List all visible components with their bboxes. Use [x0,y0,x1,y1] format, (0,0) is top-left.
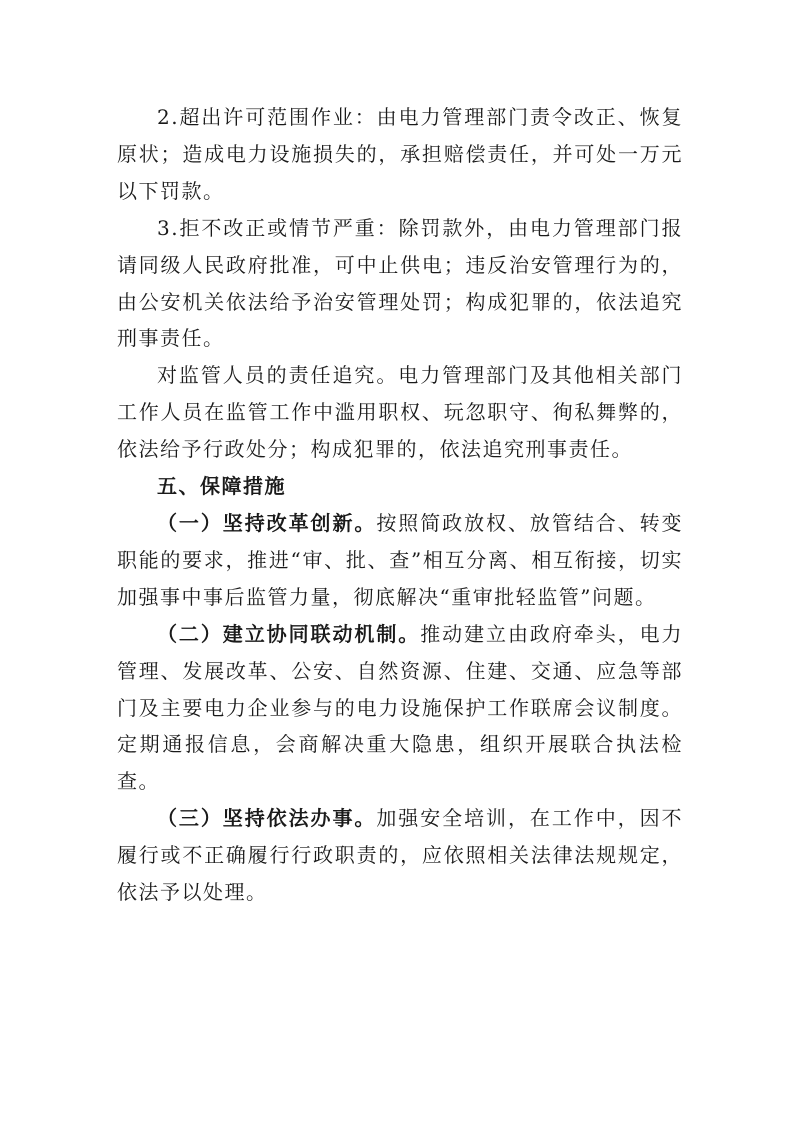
measure-reform-innovation [117,505,683,616]
measure-lead: （二）建立协同联动机制。 [157,621,421,646]
measure-text: 加强安全培训，在工作中，因不履行或不正确履行行政职责的，应依照相关法律法规规定，依法予以处理。 [117,806,684,905]
measure-text: 按照简政放权、放管结合、转变职能的要求，推进“审、批、查”相互分离、相互衔接，切实加强事中事后监管力量，彻底解决“重审批轻监管”问题。 [117,510,684,609]
measure-law-based-administration [117,800,683,911]
measure-lead: （一）坚持改革创新。 [157,510,377,535]
paragraph-violation-scope: 2.超出许可范围作业：由电力管理部门责令改正、恢复原状；造成电力设施损失的，承担赔偿责任，并可处一万元以下罚款。 [117,105,683,203]
measure-lead: （三）坚持依法办事。 [157,806,377,831]
measure-coordination-mechanism [117,616,683,801]
paragraph-refusal-to-correct: 3.拒不改正或情节严重：除罚款外，由电力管理部门报请同级人民政府批准，可中止供电；违反治安管理行为的，由公安机关依法给予治安管理处罚；构成犯罪的，依法追究刑事责任。 [117,215,683,351]
document-body [117,99,683,911]
section-heading-safeguards: 五、保障措施 [157,474,286,499]
paragraph-supervisor-accountability: 对监管人员的责任追究。电力管理部门及其他相关部门工作人员在监管工作中滥用职权、玩忽职守、徇私舞弊的，依法给予行政处分；构成犯罪的，依法追究刑事责任。 [117,363,683,462]
measure-text: 推动建立由政府牵头，电力管理、发展改革、公安、自然资源、住建、交通、应急等部门及主要电力企业参与的电力设施保护工作联席会议制度。定期通报信息，会商解决重大隐患，组织开展联合执法检查。 [117,621,684,794]
